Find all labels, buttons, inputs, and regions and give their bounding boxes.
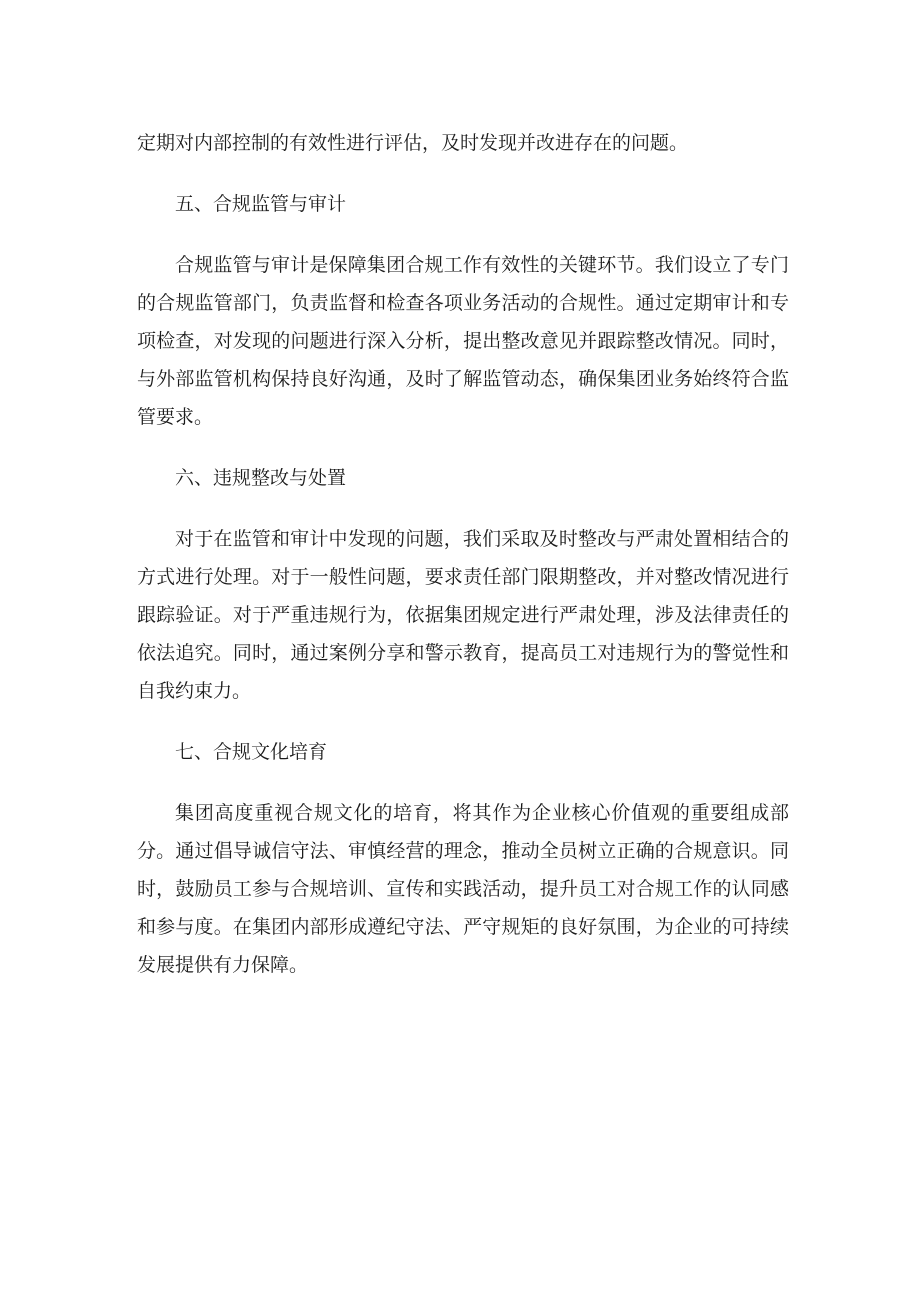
section-heading-6: 六、违规整改与处置 (175, 467, 347, 489)
section-body-5: 合规监管与审计是保障集团合规工作有效性的关键环节。我们设立了专门的合规监管部门，负责监督和检查各项业务活动的合规性。通过定期审计和专项检查，对发现的问题进行深入分析，提出整改意见并跟踪整改情况。同时，与外部监管机构保持良好沟通，及时了解监管动态，确保集团业务始终符合监管要求。 (137, 254, 789, 428)
section-heading-5: 五、合规监管与审计 (175, 193, 347, 215)
section-body-6: 对于在监管和审计中发现的问题，我们采取及时整改与严肃处置相结合的方式进行处理。对于一般性问题，要求责任部门限期整改，并对整改情况进行跟踪验证。对于严重违规行为，依据集团规定进行严肃处理，涉及法律责任的依法追究。同时，通过案例分享和警示教育，提高员工对违规行为的警觉性和自我约束力。 (137, 528, 789, 702)
section-body-7: 集团高度重视合规文化的培育，将其作为企业核心价值观的重要组成部分。通过倡导诚信守法、审慎经营的理念，推动全员树立正确的合规意识。同时，鼓励员工参与合规培训、宣传和实践活动，提升员工对合规工作的认同感和参与度。在集团内部形成遵纪守法、严守规矩的良好氛围，为企业的可持续发展提供有力保障。 (137, 802, 789, 976)
section-heading-7: 七、合规文化培育 (175, 741, 328, 763)
document-body (137, 124, 789, 984)
continuation-paragraph: 定期对内部控制的有效性进行评估，及时发现并改进存在的问题。 (137, 132, 689, 154)
